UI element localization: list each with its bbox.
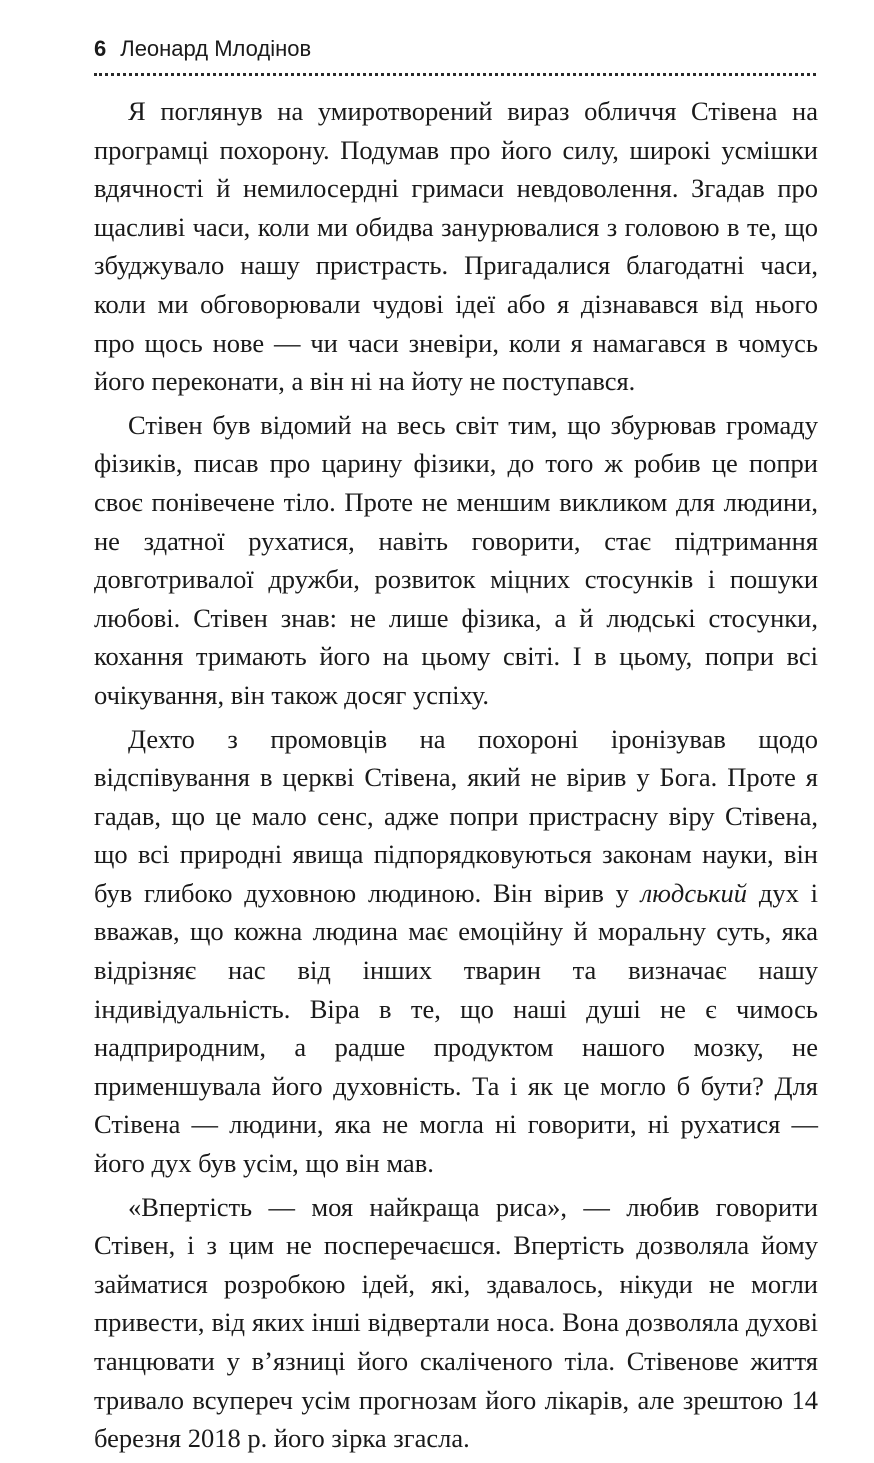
italic-emphasis: людський: [640, 877, 748, 908]
running-header-author: Леонард Млодінов: [120, 36, 312, 61]
paragraph-3-text-before: Дехто з промовців на похороні іронізував щодо відспівування в церкві Стівена, який не вірив у Бога. Проте я гадав, що це мало сенс, адже попри пристрасну віру Стівена, що всі природні явища підпорядковуються законам науки, він був глибоко духовною людиною. Він вірив у: [94, 723, 818, 908]
paragraph-3: [94, 720, 818, 1183]
paragraph-1: Я поглянув на умиротворений вираз обличчя Стівена на програмці похорону. Подумав про його силу, широкі усмішки вдячності й немилосердні гримаси невдоволення. Згадав про щасливі часи, коли ми обидва занурювалися з головою в те, що збуджувало нашу пристрасть. Пригадалися благодатні часи, коли ми обговорювали чудові ідеї або я дізнавався від нього про щось нове — чи часи зневіри, коли я намагався в чомусь його переконати, а він ні на йоту не поступався.: [94, 96, 818, 397]
page-number: 6: [94, 36, 107, 61]
running-header: [94, 34, 816, 76]
body-text: [94, 92, 818, 1463]
paragraph-2: Стівен був відомий на весь світ тим, що збурював громаду фізиків, писав про царину фізики, до того ж робив це попри своє понівечене тіло. Проте не меншим викликом для людини, не здатної рухатися, навіть говорити, стає підтримання довготривалої дружби, розвиток міцних стосунків і пошуки любові. Стівен знав: не лише фізика, а й людські стосунки, кохання тримають його на цьому світі. І в цьому, попри всі очікування, він також досяг успіху.: [94, 409, 818, 710]
paragraph-3-text-after: дух і вважав, що кожна людина має емоційну й моральну суть, яка відрізняє нас від інших тварин та визначає нашу індивідуальність. Віра в те, що наші душі не є чимось надприродним, а радше продуктом нашого мозку, не применшувала його духовність. Та і як це могло б бути? Для Стівена — людини, яка не могла ні говорити, ні рухатися — його дух був усім, що він мав.: [94, 877, 818, 1179]
paragraph-4: «Впертість — моя найкраща риса», — любив говорити Стівен, і з цим не посперечаєшся. Впертість дозволяла йому займатися розробкою ідей, які, здавалось, нікуди не могли привести, від яких інші відвертали носа. Вона дозволяла духові танцювати у в’язниці його скаліченого тіла. Стівенове життя тривало всупереч усім прогнозам його лікарів, але зрештою 14 березня 2018 р. його зірка згасла.: [94, 1191, 818, 1454]
